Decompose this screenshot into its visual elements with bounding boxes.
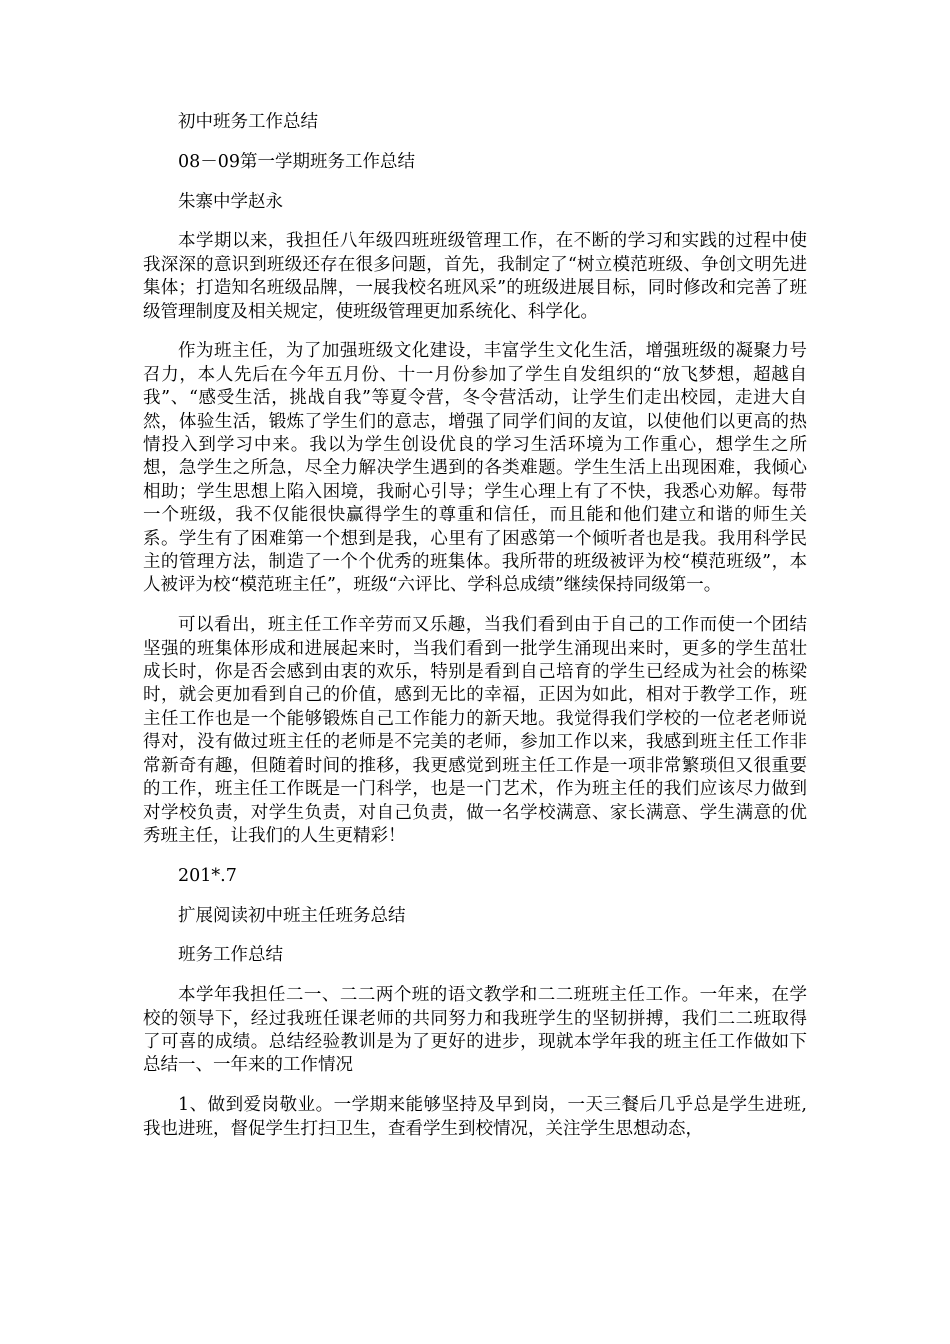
body-paragraph: 本学期以来，我担任八年级四班班级管理工作，在不断的学习和实践的过程中使我深深的意识到班级还存在很多问题，首先，我制定了“树立模范班级、争创文明先进集体；打造知名班级品牌，一展我校名班风采”的班级进展目标，同时修改和完善了班级管理制度及相关规定，使班级管理更加系统化、科学化。 [143,231,807,322]
body-paragraph: 作为班主任，为了加强班级文化建设，丰富学生文化生活，增强班级的凝聚力号召力，本人先后在今年五月份、十一月份参加了学生自发组织的“放飞梦想，超越自我”、“感受生活，挑战自我”等夏令营，冬令营活动，让学生们走出校园，走进大自然，体验生活，锻炼了学生们的意志，增强了同学们间的友谊，以使他们以更高的热情投入到学习中来。我以为学生创设优良的学习生活环境为工作重心，想学生之所想，急学生之所急，尽全力解决学生遇到的各类难题。学生生活上出现困难，我倾心相助；学生思想上陷入困境，我耐心引导；学生心理上有了不快，我悉心劝解。每带一个班级，我不仅能很快赢得学生的尊重和信任，而且能和他们建立和谐的师生关系。学生有了困难第一个想到是我，心里有了困惑第一个倾听者也是我。我用科学民主的管理方法，制造了一个个优秀的班集体。我所带的班级被评为校“模范班级”，本人被评为校“模范班主任”，班级“六评比、学科总成绩”继续保持同级第一。 [143,341,807,596]
document-date: 201*.7 [178,865,237,886]
document-title: 初中班务工作总结 [178,112,318,132]
document-subtitle: 08－09第一学期班务工作总结 [178,151,416,172]
document-page [143,111,807,1157]
section-heading: 班务工作总结 [178,945,283,966]
body-paragraph: 可以看出，班主任工作辛劳而又乐趣，当我们看到由于自己的工作而使一个团结坚强的班集体形成和进展起来时，当我们看到一批学生涌现出来时，更多的学生茁壮成长时，你是否会感到由衷的欢乐，特别是看到自己培育的学生已经成为社会的栋梁时，就会更加看到自己的价值，感到无比的幸福，正因为如此，相对于教学工作，班主任工作也是一个能够锻炼自己工作能力的新天地。我觉得我们学校的一位老老师说得对，没有做过班主任的老师是不完美的老师，参加工作以来，我感到班主任工作非常新奇有趣，但随着时间的推移，我更感觉到班主任工作是一项非常繁琐但又很重要的工作，班主任工作既是一门科学，也是一门艺术，作为班主任的我们应该尽力做到对学校负责，对学生负责，对自己负责，做一名学校满意、家长满意、学生满意的优秀班主任，让我们的人生更精彩！ [143,615,807,846]
extended-reading-heading: 扩展阅读初中班主任班务总结 [178,905,406,926]
body-paragraph: 1、做到爱岗敬业。一学期来能够坚持及早到岗，一天三餐后几乎总是学生进班,我也进班，督促学生打扫卫生，查看学生到校情况，关注学生思想动态， [143,1095,807,1139]
body-paragraph: 本学年我担任二一、二二两个班的语文教学和二二班班主任工作。一年来，在学校的领导下，经过我班任课老师的共同努力和我班学生的坚韧拼搏，我们二二班取得了可喜的成绩。总结经验教训是为了更好的进步，现就本学年我的班主任工作做如下总结一、一年来的工作情况 [143,985,807,1076]
document-author: 朱寨中学赵永 [178,191,283,212]
